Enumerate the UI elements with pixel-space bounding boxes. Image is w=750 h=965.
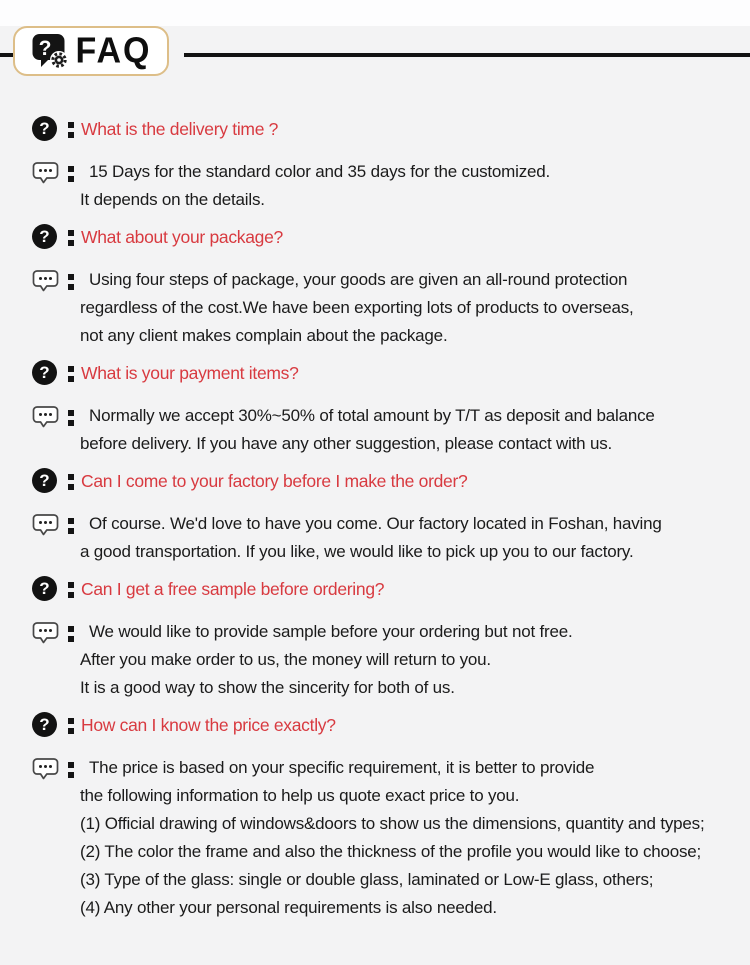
colon-separator-icon [68, 474, 74, 490]
answer-line: It depends on the details. [80, 190, 265, 209]
faq-question-row [0, 115, 750, 145]
answer-text [80, 754, 750, 922]
chat-bubble-ellipsis-icon [32, 405, 59, 434]
faq-item [0, 359, 750, 458]
faq-item [0, 115, 750, 214]
chat-bubble-ellipsis-icon [32, 269, 59, 298]
faq-answer-row [0, 266, 750, 350]
colon-separator-icon [68, 626, 74, 642]
answer-line: (4) Any other your personal requirements is also needed. [80, 898, 497, 917]
faq-item [0, 223, 750, 350]
answer-line: (2) The color the frame and also the thickness of the profile you would like to choose; [80, 842, 702, 861]
answer-line: After you make order to us, the money will return to you. [80, 650, 491, 669]
question-text: Can I come to your factory before I make the order? [81, 471, 468, 491]
question-text: What is the delivery time ? [81, 119, 279, 139]
faq-question-row [0, 711, 750, 741]
faq-logo-badge [13, 26, 169, 76]
answer-line: before delivery. If you have any other suggestion, please contact with us. [80, 434, 613, 453]
colon-separator-icon [68, 166, 74, 182]
faq-logo-text: FAQ [75, 31, 152, 71]
faq-answer-row [0, 402, 750, 458]
faq-list [0, 92, 750, 922]
colon-separator-icon [68, 122, 74, 138]
colon-separator-icon [68, 274, 74, 290]
faq-question-row [0, 575, 750, 605]
question-mark-circle-icon: ? [32, 360, 57, 385]
answer-line: The price is based on your specific requirement, it is better to provide [89, 758, 595, 777]
chat-bubble-ellipsis-icon [32, 757, 59, 786]
faq-answer-row [0, 510, 750, 566]
faq-question-row [0, 223, 750, 253]
faq-header [0, 26, 750, 92]
question-mark-circle-icon: ? [32, 224, 57, 249]
chat-bubble-ellipsis-icon [32, 161, 59, 190]
faq-item [0, 711, 750, 922]
question-mark-circle-icon: ? [32, 576, 57, 601]
answer-line: It is a good way to show the sincerity for both of us. [80, 678, 455, 697]
colon-separator-icon [68, 410, 74, 426]
colon-separator-icon [68, 762, 74, 778]
answer-text [80, 510, 750, 566]
colon-separator-icon [68, 366, 74, 382]
answer-line: a good transportation. If you like, we would like to pick up you to our factory. [80, 542, 634, 561]
colon-separator-icon [68, 518, 74, 534]
answer-line: Of course. We'd love to have you come. Our factory located in Foshan, having [89, 514, 662, 533]
answer-line: Normally we accept 30%~50% of total amount by T/T as deposit and balance [89, 406, 655, 425]
answer-text [80, 402, 750, 458]
colon-separator-icon [68, 230, 74, 246]
colon-separator-icon [68, 718, 74, 734]
chat-bubble-ellipsis-icon [32, 513, 59, 542]
header-rule-right [184, 53, 750, 57]
top-strip [0, 0, 750, 26]
faq-answer-row [0, 754, 750, 922]
answer-line: We would like to provide sample before your ordering but not free. [89, 622, 573, 641]
faq-item [0, 467, 750, 566]
answer-line: 15 Days for the standard color and 35 days for the customized. [89, 162, 551, 181]
faq-answer-row [0, 158, 750, 214]
answer-line: the following information to help us quote exact price to you. [80, 786, 520, 805]
question-text: What is your payment items? [81, 363, 299, 383]
answer-line: not any client makes complain about the package. [80, 326, 448, 345]
answer-text [80, 266, 750, 350]
question-text: What about your package? [81, 227, 283, 247]
question-mark-circle-icon: ? [32, 712, 57, 737]
svg-text:?: ? [38, 37, 51, 60]
question-bubble-gear-icon [31, 32, 71, 70]
colon-separator-icon [68, 582, 74, 598]
faq-question-row [0, 467, 750, 497]
question-mark-circle-icon: ? [32, 116, 57, 141]
chat-bubble-ellipsis-icon [32, 621, 59, 650]
question-text: How can I know the price exactly? [81, 715, 336, 735]
answer-line: (1) Official drawing of windows&doors to show us the dimensions, quantity and types; [80, 814, 705, 833]
question-mark-circle-icon: ? [32, 468, 57, 493]
faq-item [0, 575, 750, 702]
answer-text [80, 618, 750, 702]
answer-text [80, 158, 750, 214]
faq-question-row [0, 359, 750, 389]
answer-line: Using four steps of package, your goods are given an all-round protection [89, 270, 628, 289]
question-text: Can I get a free sample before ordering? [81, 579, 385, 599]
answer-line: regardless of the cost.We have been exporting lots of products to overseas, [80, 298, 634, 317]
answer-line: (3) Type of the glass: single or double glass, laminated or Low-E glass, others; [80, 870, 654, 889]
faq-answer-row [0, 618, 750, 702]
